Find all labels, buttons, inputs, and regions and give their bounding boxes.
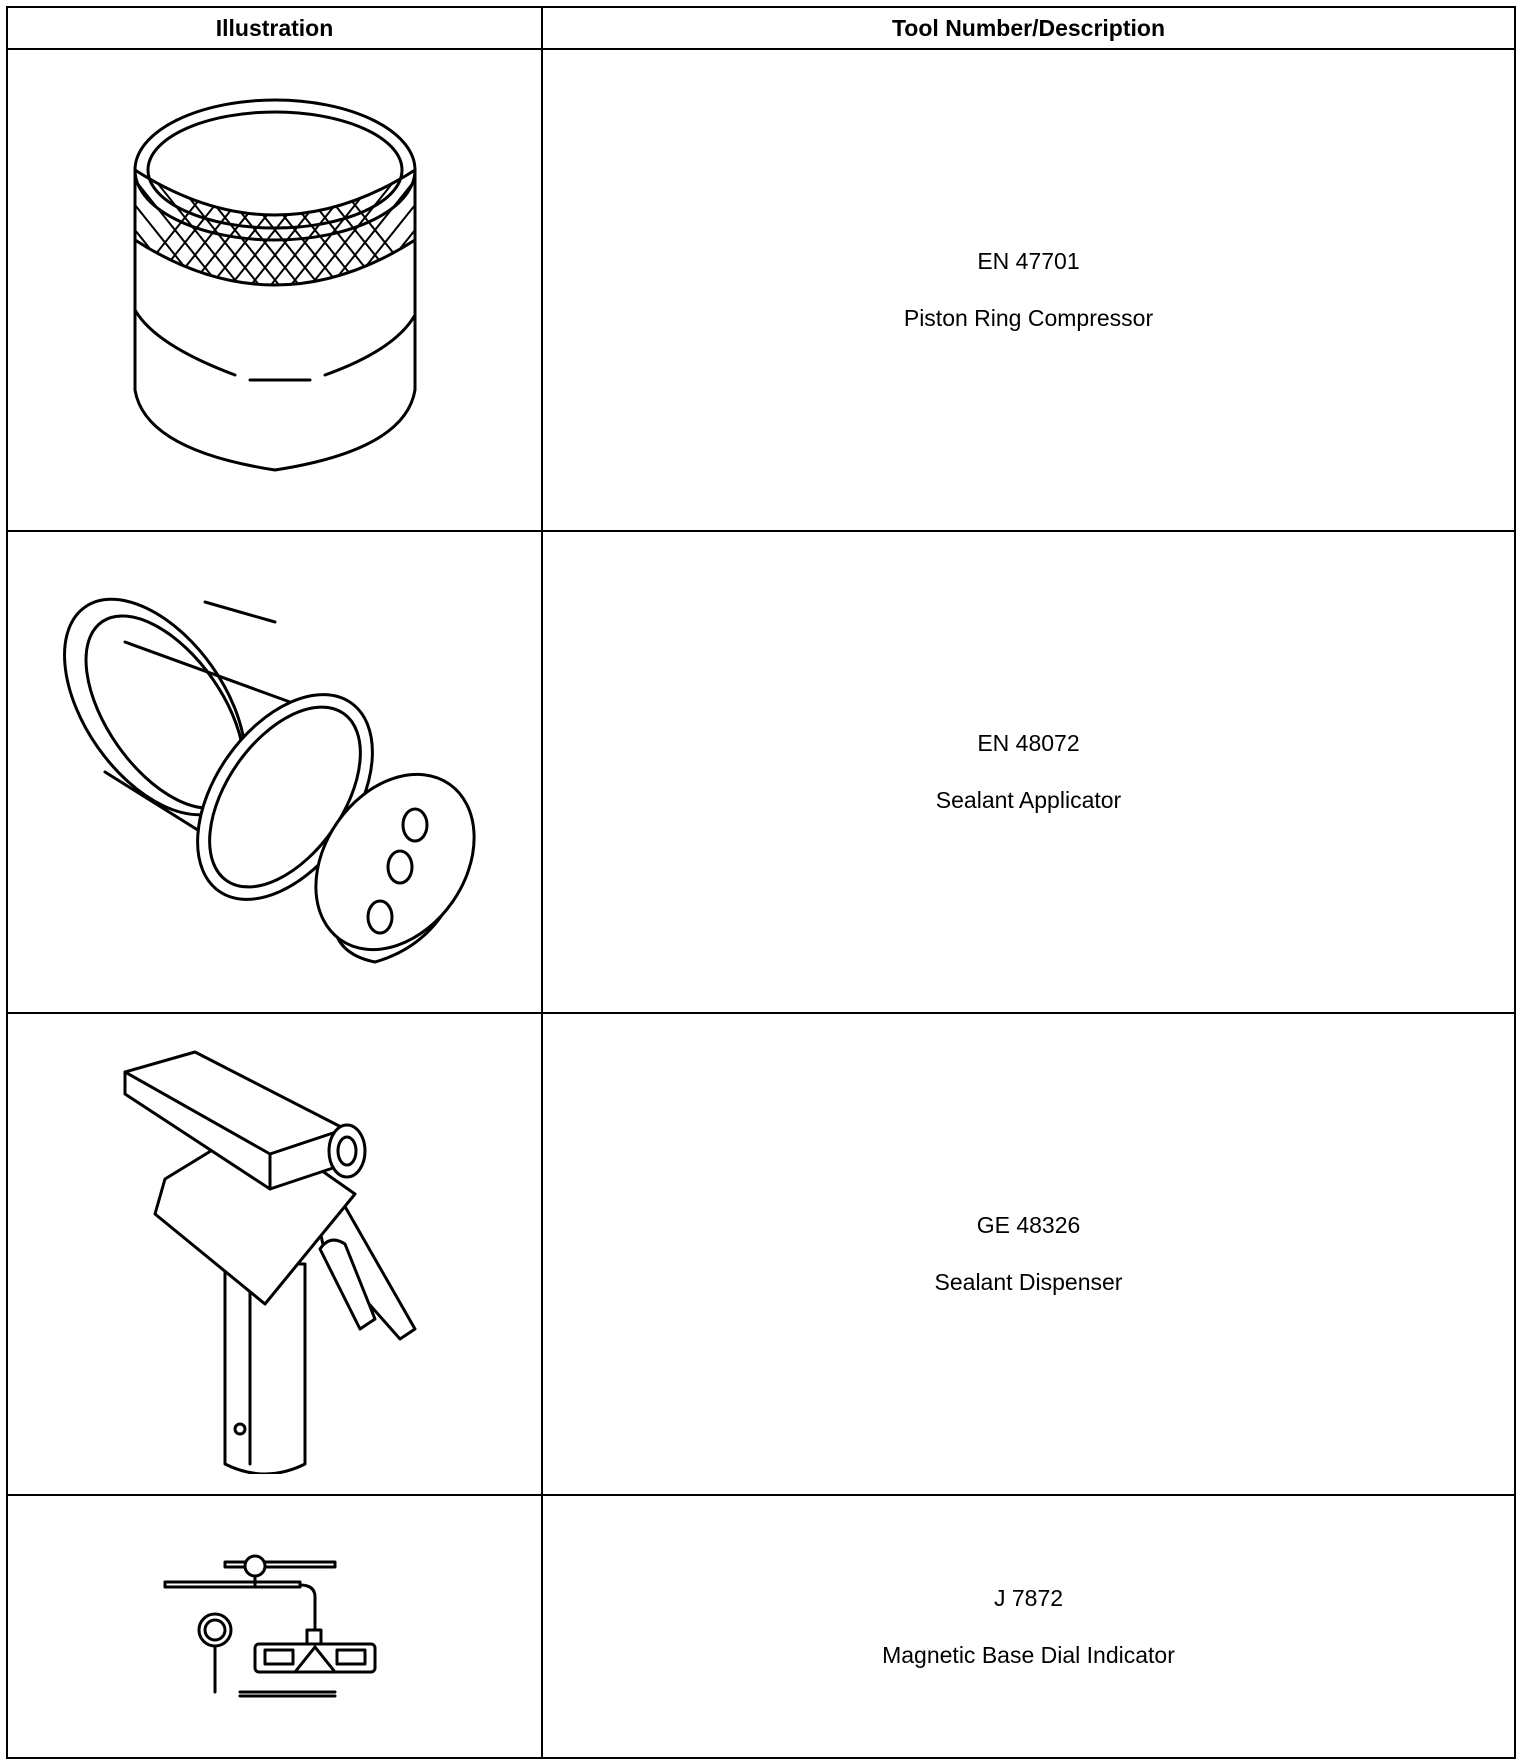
tool-number: EN 48072 (977, 730, 1080, 756)
piston-ring-compressor-icon (75, 70, 475, 510)
tool-description-cell (542, 531, 1515, 1013)
illustration-cell (7, 49, 542, 531)
header-tool-number-description: Tool Number/Description (542, 7, 1515, 49)
sealant-applicator-icon (45, 562, 505, 982)
table-row (7, 1013, 1515, 1495)
tool-name: Sealant Dispenser (934, 1269, 1123, 1295)
tool-name: Piston Ring Compressor (903, 305, 1154, 331)
table-row (7, 531, 1515, 1013)
tool-name: Sealant Applicator (935, 787, 1122, 813)
tools-table (6, 6, 1516, 1759)
illustration-cell (7, 1013, 542, 1495)
sealant-dispenser-icon (85, 1034, 465, 1474)
tool-description-cell (542, 49, 1515, 531)
illustration-cell (7, 531, 542, 1013)
header-illustration: Illustration (7, 7, 542, 49)
tool-number: J 7872 (993, 1584, 1064, 1611)
magnetic-base-dial-indicator-icon (155, 1552, 395, 1702)
illustration-cell (7, 1495, 542, 1758)
tool-number: GE 48326 (976, 1212, 1081, 1238)
table-header-row (7, 7, 1515, 49)
tool-number: EN 47701 (977, 248, 1080, 274)
tool-description-cell (542, 1495, 1515, 1758)
table-row (7, 49, 1515, 531)
table-row (7, 1495, 1515, 1758)
tool-name: Magnetic Base Dial Indicator (882, 1641, 1175, 1668)
tool-description-cell (542, 1013, 1515, 1495)
